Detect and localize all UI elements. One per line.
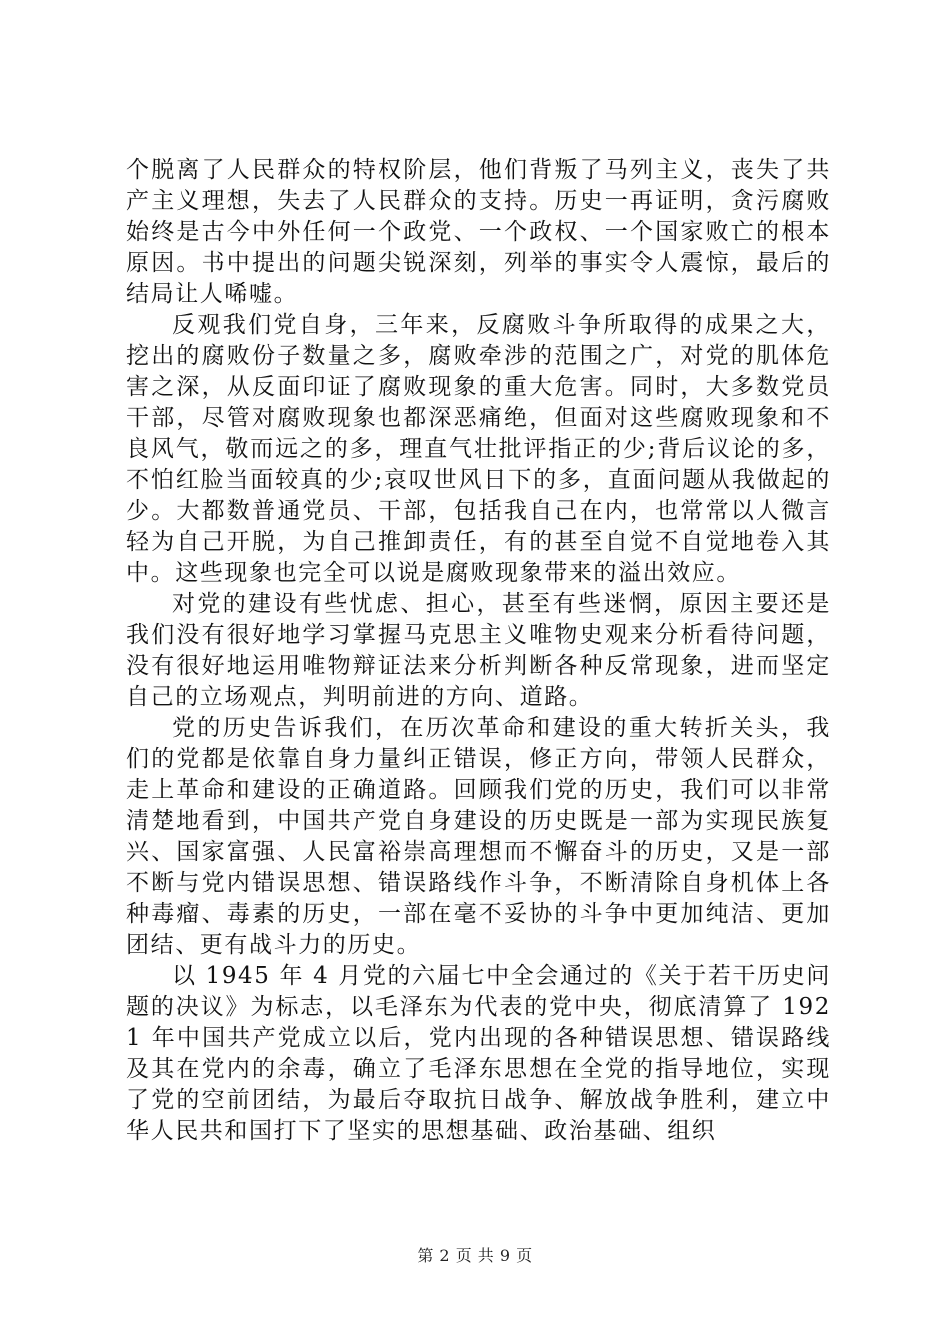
document-body	[126, 155, 831, 1147]
paragraph-3: 对党的建设有些忧虑、担心，甚至有些迷惘，原因主要还是我们没有很好地学习掌握马克思主义唯物史观来分析看待问题，没有很好地运用唯物辩证法来分析判断各种反常现象，进而坚定自己的立场观点，判明前进的方向、道路。	[126, 591, 831, 710]
paragraph-1: 个脱离了人民群众的特权阶层，他们背叛了马列主义，丧失了共产主义理想，失去了人民群众的支持。历史一再证明，贪污腐败始终是古今中外任何一个政党、一个政权、一个国家败亡的根本原因。书中提出的问题尖锐深刻，列举的事实令人震惊，最后的结局让人唏嘘。	[126, 157, 831, 307]
paragraph-5: 以 1945 年 4 月党的六届七中全会通过的《关于若干历史问题的决议》为标志，以毛泽东为代表的党中央，彻底清算了 1921 年中国共产党成立以后，党内出现的各种错误思想、错误路线及其在党内的余毒，确立了毛泽东思想在全党的指导地位，实现了党的空前团结，为最后夺取抗日战争、解放战争胜利，建立中华人民共和国打下了坚实的思想基础、政治基础、组织	[126, 963, 831, 1144]
paragraph-4: 党的历史告诉我们，在历次革命和建设的重大转折关头，我们的党都是依靠自身力量纠正错误，修正方向，带领人民群众，走上革命和建设的正确道路。回顾我们党的历史，我们可以非常清楚地看到，中国共产党自身建设的历史既是一部为实现民族复兴、国家富强、人民富裕崇高理想而不懈奋斗的历史，又是一部不断与党内错误思想、错误路线作斗争，不断清除自身机体上各种毒瘤、毒素的历史，一部在毫不妥协的斗争中更加纯洁、更加团结、更有战斗力的历史。	[126, 715, 831, 958]
page-number-footer: 第 2 页 共 9 页	[417, 1246, 533, 1265]
paragraph-2: 反观我们党自身，三年来，反腐败斗争所取得的成果之大，挖出的腐败份子数量之多，腐败牵涉的范围之广，对党的肌体危害之深，从反面印证了腐败现象的重大危害。同时，大多数党员干部，尽管对腐败现象也都深恶痛绝，但面对这些腐败现象和不良风气，敬而远之的多，理直气壮批评指正的少;背后议论的多，不怕红脸当面较真的少;哀叹世风日下的多，直面问题从我做起的少。大都数普通党员、干部，包括我自己在内，也常常以人微言轻为自己开脱，为自己推卸责任，有的甚至自觉不自觉地卷入其中。这些现象也完全可以说是腐败现象带来的溢出效应。	[126, 312, 831, 586]
